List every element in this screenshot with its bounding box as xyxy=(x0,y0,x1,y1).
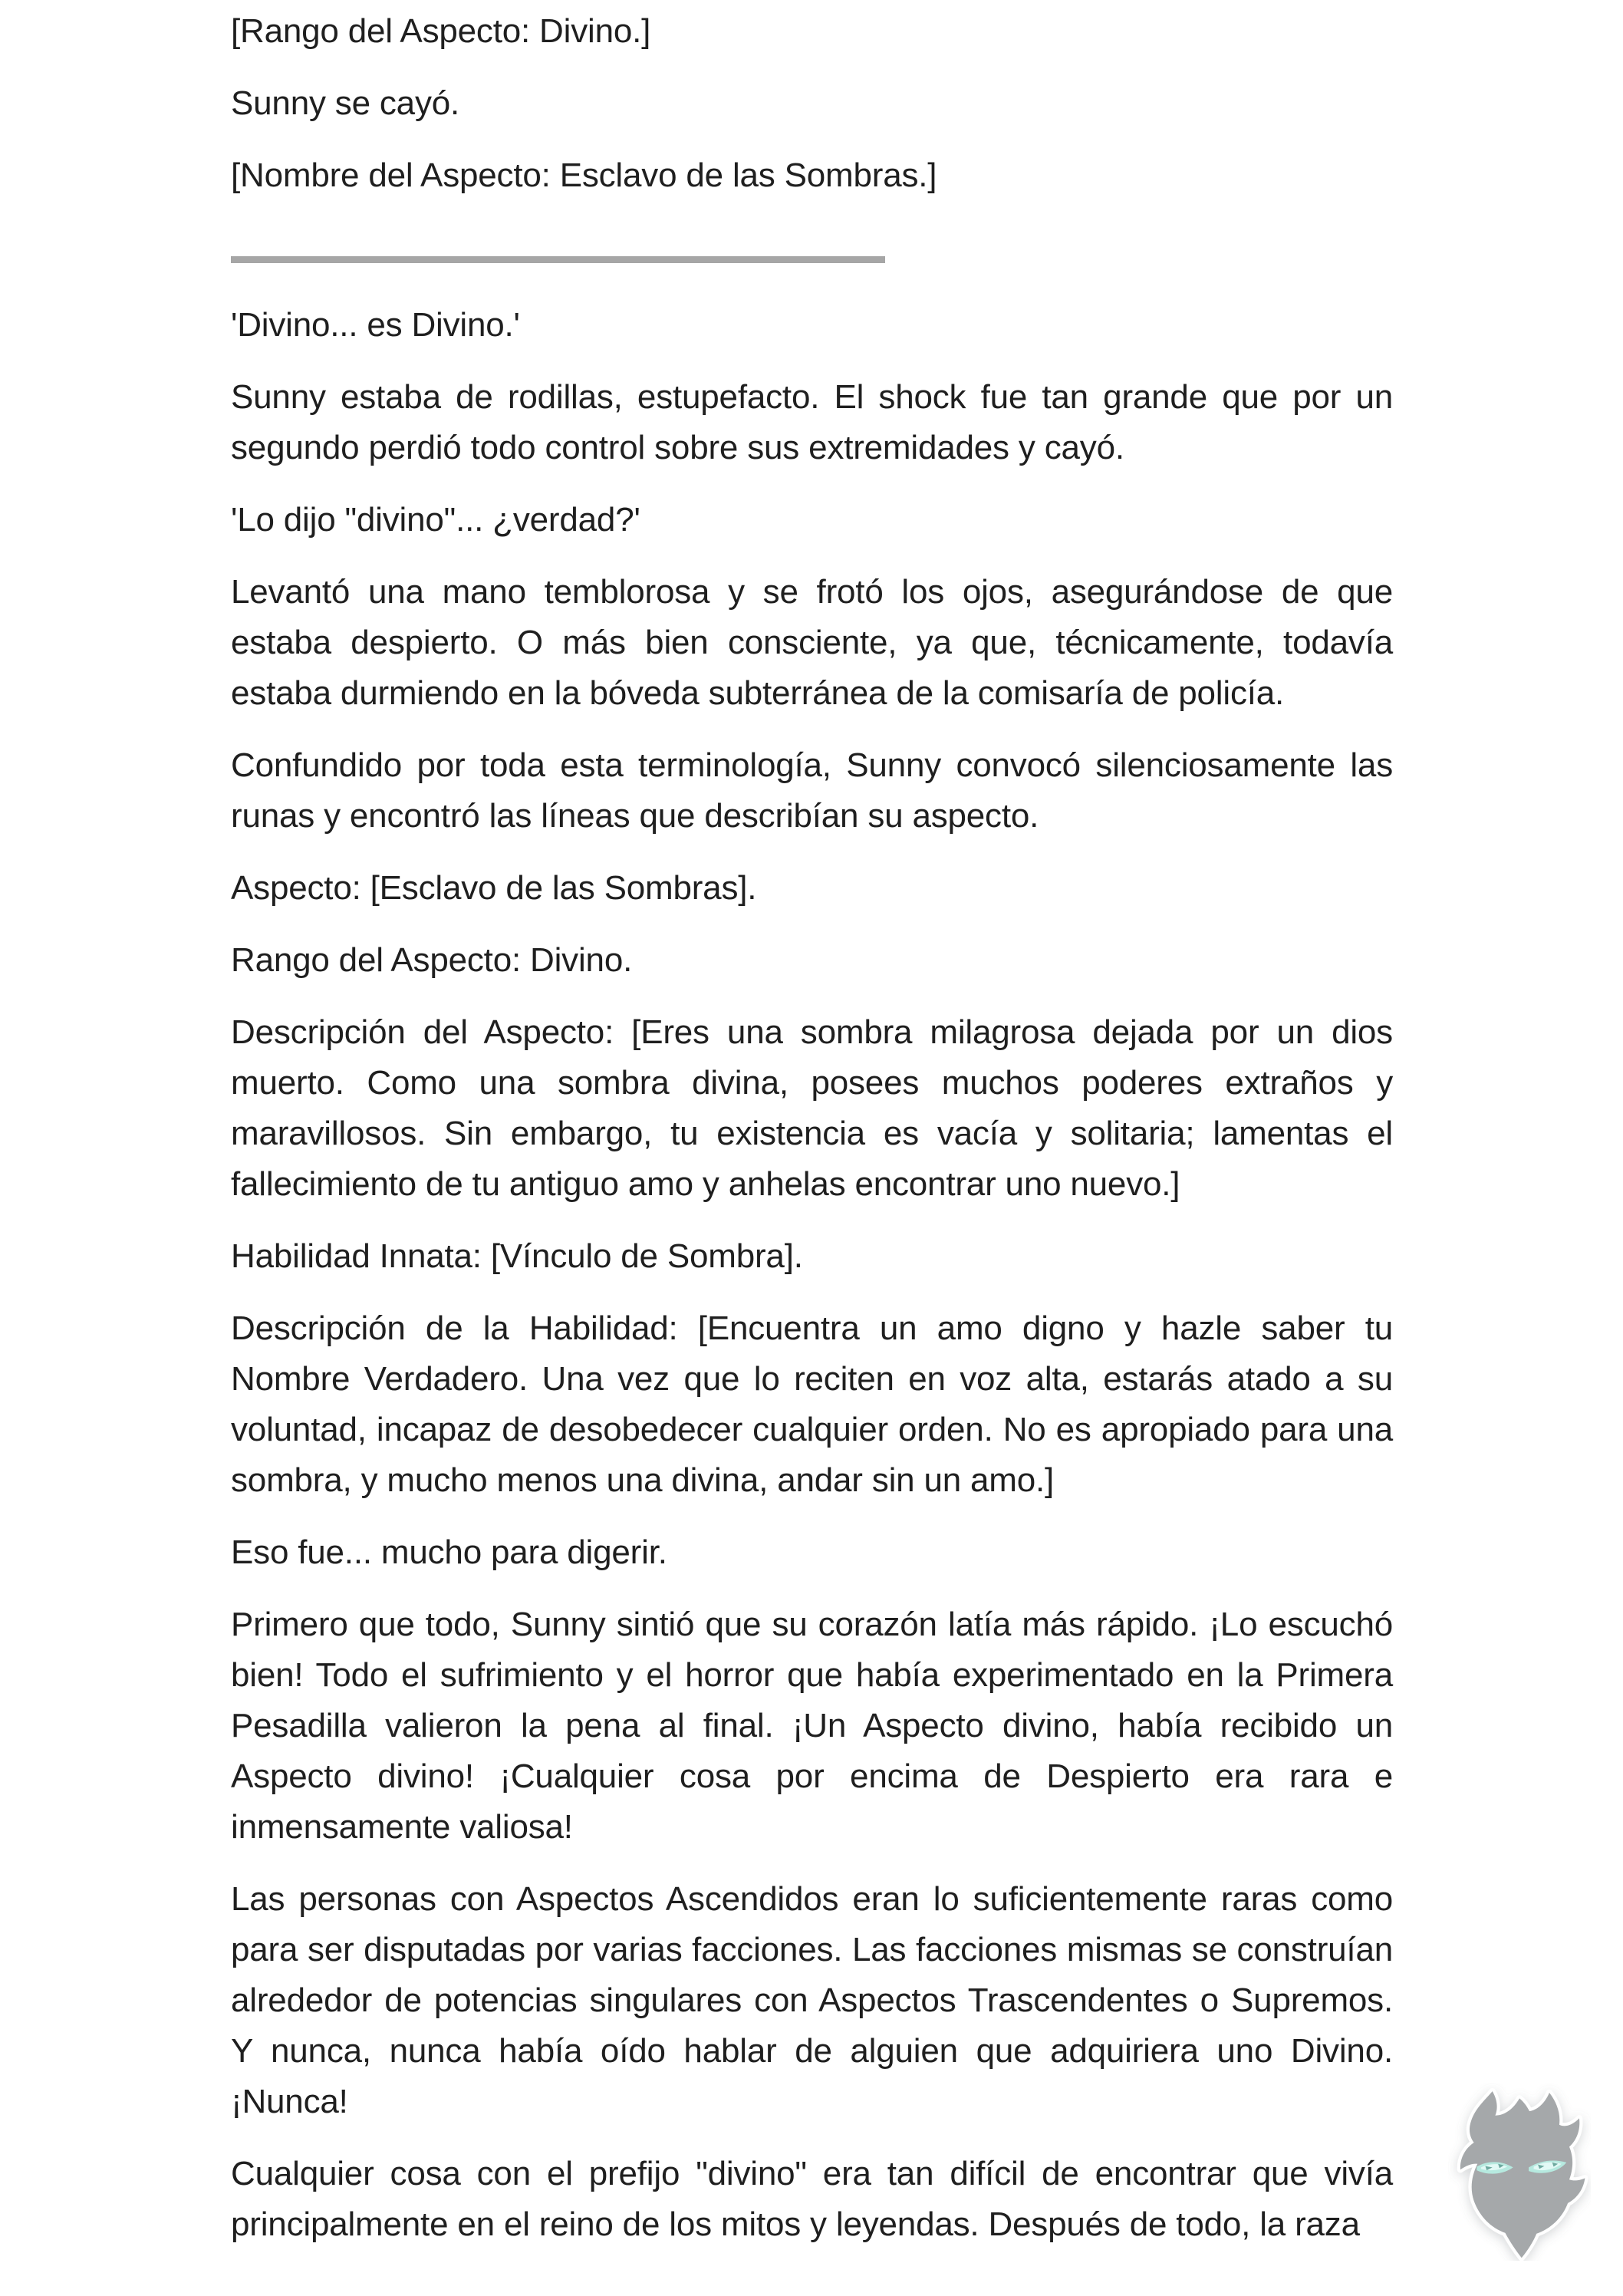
paragraph: Habilidad Innata: [Vínculo de Sombra]. xyxy=(231,1237,803,1275)
paragraph: [Nombre del Aspecto: Esclavo de las Sombras.] xyxy=(231,156,937,194)
paragraph: Primero que todo, Sunny sintió que su corazón latía más rápido. ¡Lo escuchó bien! Todo el sufrimiento y el horror que había experimentado en la Primera Pesadilla valieron la pena al final. ¡Un Aspecto divino, había recibido un Aspecto divino! ¡Cualquier cosa por encima de Despierto era rara e inmensamente valiosa! xyxy=(231,1606,1393,1846)
paragraph: Eso fue... mucho para digerir. xyxy=(231,1533,667,1571)
beast-head-silhouette xyxy=(1460,2091,1585,2258)
paragraph: 'Divino... es Divino.' xyxy=(231,306,520,344)
translator-watermark xyxy=(1448,2083,1591,2261)
beast-head-logo-icon xyxy=(1448,2083,1591,2261)
paragraph: Sunny estaba de rodillas, estupefacto. El shock fue tan grande que por un segundo perdió todo control sobre sus extremidades y cayó. xyxy=(231,378,1393,466)
chapter-text-container xyxy=(231,6,1393,2250)
paragraph: Sunny se cayó. xyxy=(231,84,460,122)
paragraph: Confundido por toda esta terminología, Sunny convocó silenciosamente las runas y encontró las líneas que describían su aspecto. xyxy=(231,746,1393,835)
paragraph: Las personas con Aspectos Ascendidos eran lo suficientemente raras como para ser disputadas por varias facciones. Las facciones mismas se construían alrededor de potencias singulares con Aspectos Trascendentes o Supremos. Y nunca, nunca había oído hablar de alguien que adquiriera uno Divino. ¡Nunca! xyxy=(231,1880,1393,2120)
paragraph: Levantó una mano temblorosa y se frotó los ojos, asegurándose de que estaba despierto. O más bien consciente, ya que, técnicamente, todavía estaba durmiendo en la bóveda subterránea de la comisaría de policía. xyxy=(231,573,1393,712)
paragraph: [Rango del Aspecto: Divino.] xyxy=(231,12,651,50)
paragraph: Descripción de la Habilidad: [Encuentra un amo digno y hazle saber tu Nombre Verdadero. Una vez que lo reciten en voz alta, estarás atado a su voluntad, incapaz de desobedecer cualquier orden. No es apropiado para una sombra, y mucho menos una divina, andar sin un amo.] xyxy=(231,1309,1393,1499)
paragraph: Cualquier cosa con el prefijo "divino" era tan difícil de encontrar que vivía principalmente en el reino de los mitos y leyendas. Después de todo, la raza xyxy=(231,2155,1393,2243)
paragraph: Rango del Aspecto: Divino. xyxy=(231,941,633,979)
paragraph: Descripción del Aspecto: [Eres una sombra milagrosa dejada por un dios muerto. Como una sombra divina, posees muchos poderes extraños y maravillosos. Sin embargo, tu existencia es vacía y solitaria; lamentas el fallecimiento de tu antiguo amo y anhelas encontrar uno nuevo.] xyxy=(231,1013,1393,1203)
section-divider xyxy=(231,256,885,263)
paragraph: 'Lo dijo "divino"... ¿verdad?' xyxy=(231,501,640,539)
paragraph: Aspecto: [Esclavo de las Sombras]. xyxy=(231,869,757,907)
